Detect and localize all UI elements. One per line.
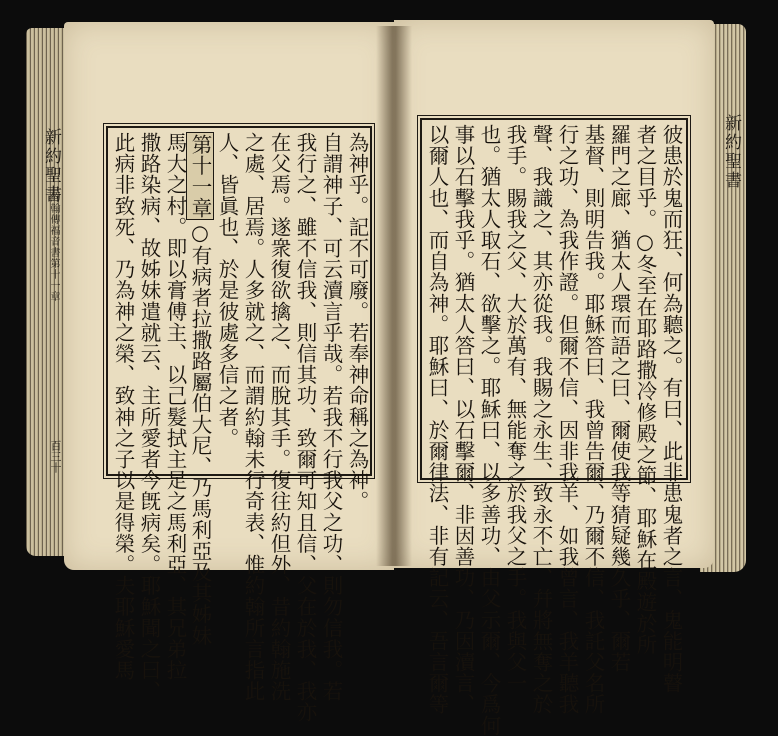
text-column: 我行之、雖不信我、則信其功、致爾可知且信、父在於我、我亦 (293, 132, 317, 723)
text-column: 此病非致死、乃為神之榮、致神之子以是得榮。夫耶穌愛馬 (111, 132, 135, 681)
text-column: 我手。賜我之父、大於萬有、無能奪之於我父之手。我與父一 (503, 124, 527, 694)
chapter-column (188, 132, 214, 646)
left-page-number: 百三十 (49, 440, 62, 473)
text-column: 事以石擊我乎。猶太人答曰、以石擊爾、非因善功、乃因瀆言、 (451, 124, 475, 715)
text-column: 者之目乎。○冬至在耶路撒冷修殿之節、耶穌在殿遊於所 (633, 124, 657, 655)
text-column: 撒路染病、故姊妹遣就云、主所愛者今旣病矣。耶穌聞之曰、 (137, 132, 161, 702)
right-text-block (420, 118, 688, 736)
text-column: 之處、居焉。人多就之、而謂約翰未行奇表、惟約翰所言指此 (241, 132, 265, 702)
text-column: 行之功、為我作證。但爾不信、因非我羊、如我曾言、我羊聽我 (555, 124, 579, 715)
book-spine (376, 26, 412, 566)
text-column: 基督、則明告我。耶穌答曰、我曾告爾、乃爾不信、我託父名所 (581, 124, 605, 715)
text-column: 以爾人也、而自為神。耶穌曰、於爾律法、非有記云、吾言爾等 (425, 124, 449, 715)
text-column: 人、皆眞也、於是彼處多信之者。 (215, 132, 239, 449)
text-column: 自謂神子、可云瀆言乎哉。若我不行我父之功、則勿信我。若 (319, 132, 343, 702)
text-column: 聲、我識之、其亦從我。我賜之永生、致永不亡、幷將無奪之於 (529, 124, 553, 715)
text-column: 在父焉。遂衆復欲擒之、而脫其手。復往約但外、昔約翰施洗 (267, 132, 291, 702)
text-column: 彼患於鬼而狂、何為聽之。有曰、此非患鬼者之言、鬼能明瞽 (659, 124, 683, 694)
chapter-text: ○有病者拉撒路屬伯大尼、乃馬利亞及其姊妹 (188, 220, 212, 646)
chapter-heading: 第十一章 (188, 134, 212, 219)
left-text-block (106, 126, 372, 723)
text-column: 馬大之村。即以膏傅主、以己髮拭主足之馬利亞、其兄弟拉 (163, 132, 187, 681)
left-edge-title: 新約聖書 (41, 128, 61, 204)
left-edge-chapter-label: 約翰傳福音書第十一章 (48, 192, 59, 302)
text-column: 也。猶太人取石、欲擊之。耶穌曰、以多善功、由父示爾、今爲何 (477, 124, 501, 736)
text-column: 為神乎。記不可廢。若奉神命稱之為神。 (345, 132, 369, 512)
text-column: 羅門之廊、猶太人環而語之曰、爾使我等猜疑幾久乎、爾若 (607, 124, 631, 673)
right-edge-title: 新約聖書 (721, 114, 741, 190)
